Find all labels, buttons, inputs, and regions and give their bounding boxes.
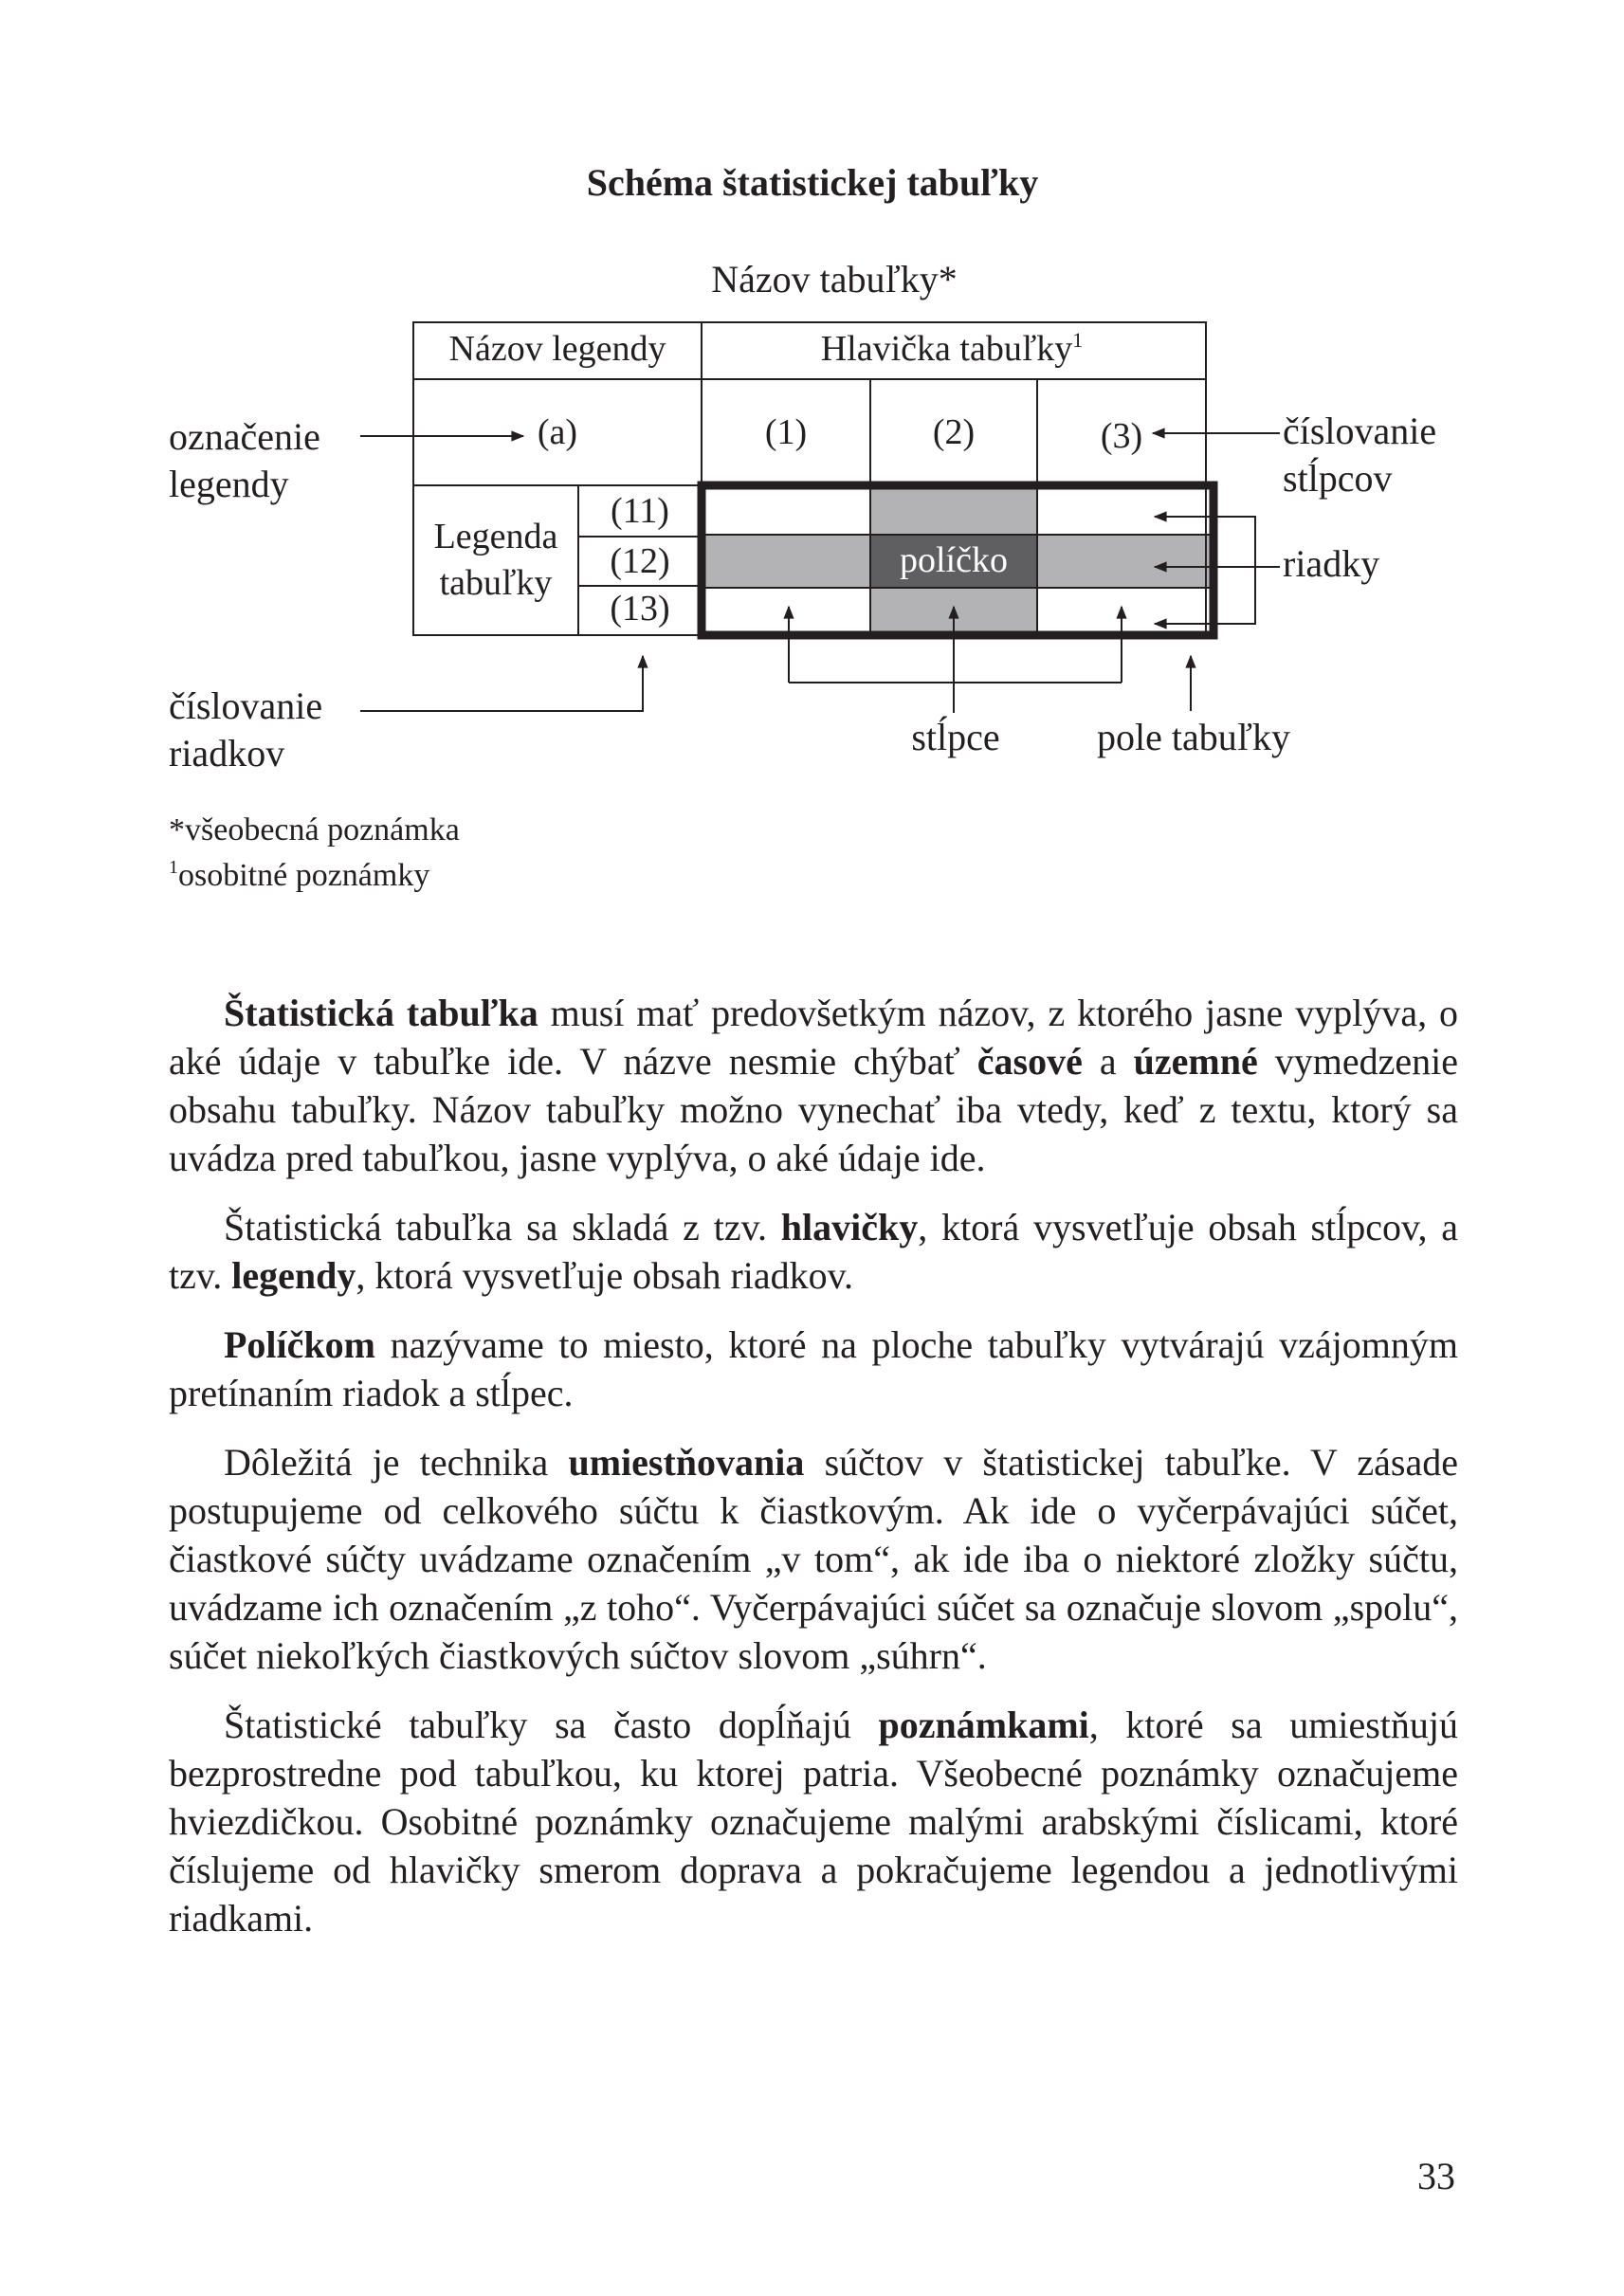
text-run: Štatistická tabuľka sa skladá z tzv. xyxy=(224,1206,781,1248)
row-number-11: (11) xyxy=(611,491,669,531)
text-run: , ktorá vysvetľuje obsah stĺpcov, a tzv. xyxy=(169,1206,1458,1297)
table-field-label: pole tabuľky xyxy=(1097,716,1290,758)
text-run: vymedzenie obsahu tabuľky. Názov tabuľky možno vynechať iba vtedy, keď z textu, ktorý sa uvádza pred tabuľkou, jasne vyplýva, o aké údaje ide. xyxy=(169,1040,1459,1179)
bold-term: poznámkami xyxy=(878,1704,1089,1746)
general-note: *všeobecná poznámka xyxy=(169,812,460,847)
bold-term: hlavičky xyxy=(780,1206,919,1248)
rows-label: riadky xyxy=(1283,542,1380,585)
text-run: , ktoré sa umiestňujú bezprostredne pod tabuľkou, ku ktorej patria. Všeobecné poznámky označujeme hviezdičkou. Osobitné poznámky označujeme malými arabskými číslicami, ktoré číslujeme od hlavičky smerom doprava a pokračujeme legendou a jednotlivými riadkami. xyxy=(169,1704,1459,1940)
legend-mark-label-line2: legendy xyxy=(169,463,289,505)
text-run: Štatistické tabuľky sa často dopĺňajú xyxy=(224,1704,879,1746)
row-numbering-label-line2: riadkov xyxy=(169,732,285,774)
body-text xyxy=(169,989,1458,1963)
bold-term: Políčkom xyxy=(224,1323,375,1366)
text-run: Dôležitá je technika xyxy=(224,1441,569,1484)
row-number-12: (12) xyxy=(610,541,670,581)
page-number: 33 xyxy=(1417,2155,1455,2197)
column-numbering-label-line2: stĺpcov xyxy=(1283,457,1393,500)
column-numbering-label-line1: číslovanie xyxy=(1283,410,1437,452)
specific-note: $^1$osobitné poznámky xyxy=(169,857,430,893)
cell-label: políčko xyxy=(900,540,1008,580)
legend-label-line1: Legenda xyxy=(433,517,558,556)
text-run: súčtov v štatistickej tabuľke. V zásade postupujeme od celkového súčtu k čiastkovým. Ak ide o vyčerpávajúci súčet, čiastkové súčty uvádzame označením „v tom“, ak ide iba o niektoré zložky súčtu, uvádzame ich označením „z toho“. Vyčerpávajúci súčet sa označuje slovom „spolu“, súčet niekoľkých čiastkových súčtov slovom „súhrn“. xyxy=(169,1441,1459,1677)
legend-mark: (a) xyxy=(537,412,578,452)
legend-name-label: Názov legendy xyxy=(448,329,666,369)
legend-label-line2: tabuľky xyxy=(439,563,553,603)
column-number-3: (3) xyxy=(1100,416,1143,456)
column-number-2: (2) xyxy=(932,412,976,452)
bold-term: umiestňovania xyxy=(568,1441,805,1484)
diagram-title: Schéma štatistickej tabuľky xyxy=(586,161,1039,204)
paragraph-1 xyxy=(169,989,1458,1182)
text-run: , ktorá vysvetľuje obsah riadkov. xyxy=(356,1254,854,1297)
statistical-table-schema-diagram xyxy=(0,0,1624,948)
row-number-13: (13) xyxy=(610,589,670,629)
paragraph-5 xyxy=(169,1701,1458,1942)
bold-term: legendy xyxy=(231,1254,356,1297)
text-run: musí mať predovšetkým názov, z ktorého jasne vyplýva, o aké údaje v tabuľke ide. V názve nesmie chýbať xyxy=(169,992,1458,1083)
paragraph-2 xyxy=(169,1203,1458,1300)
paragraph-3 xyxy=(169,1321,1458,1417)
header-label: Hlavička tabuľky$^1$ xyxy=(820,328,1084,369)
table-name-label: Názov tabuľky* xyxy=(711,258,958,301)
bold-term: časové xyxy=(976,1040,1083,1083)
text-run: nazývame to miesto, ktoré na ploche tabuľky vytvárajú vzájomným pretínaním riadok a stĺpec. xyxy=(169,1323,1458,1414)
columns-label: stĺpce xyxy=(911,716,1000,758)
column-number-1: (1) xyxy=(764,412,808,452)
legend-mark-label-line1: označenie xyxy=(169,415,320,458)
text-run: a xyxy=(1082,1040,1134,1083)
bold-term: územné xyxy=(1133,1040,1258,1083)
row-numbering-label-line1: číslovanie xyxy=(169,684,323,727)
bold-term: Štatistická tabuľka xyxy=(224,992,538,1034)
paragraph-4 xyxy=(169,1438,1458,1680)
